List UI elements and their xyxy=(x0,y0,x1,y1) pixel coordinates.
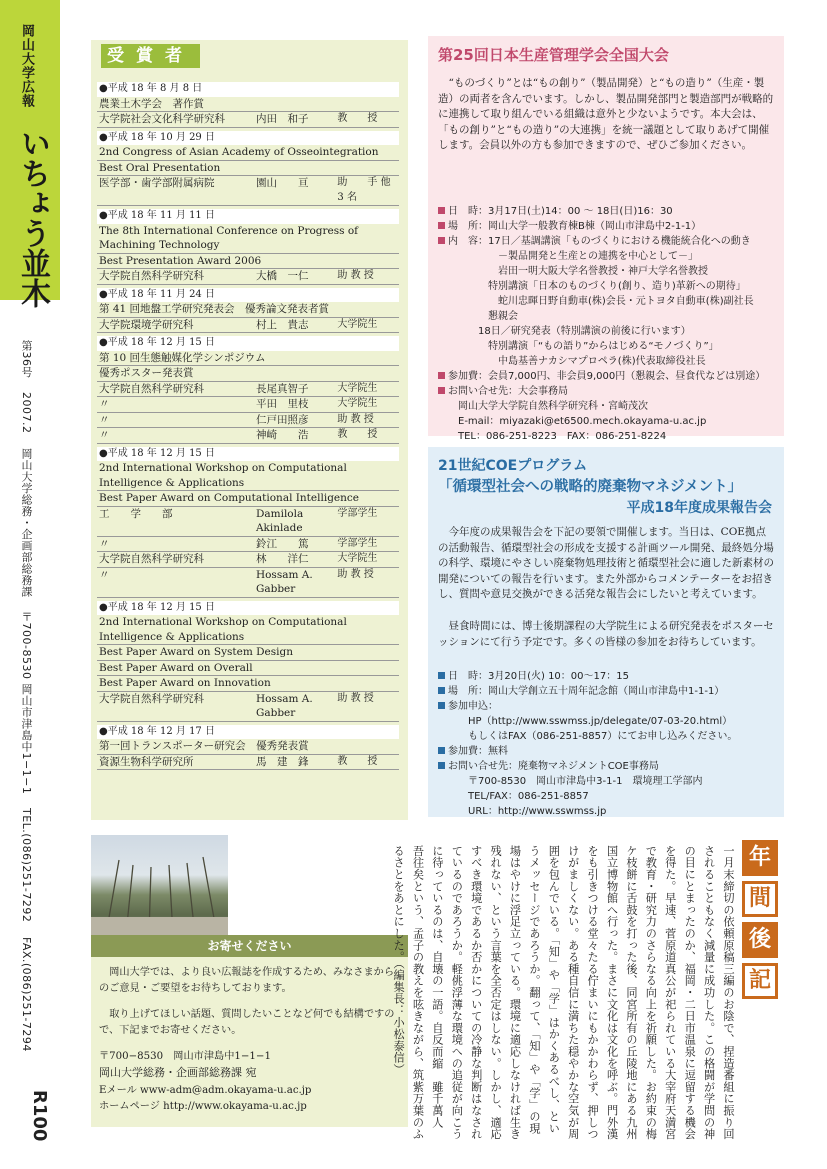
award-entry xyxy=(97,447,399,598)
event-detail-line xyxy=(438,789,778,804)
ginkgo-avenue-photo xyxy=(91,835,228,935)
event-detail-line xyxy=(438,429,778,444)
publisher-fax: FAX.(086)251-7294 xyxy=(20,936,33,1052)
square-bullet-icon xyxy=(438,672,445,679)
award-entry xyxy=(97,725,399,771)
event-detail-text: 参加費：無料 xyxy=(448,746,508,757)
award-date: ●平成 18 年 10 月 29 日 xyxy=(97,131,399,146)
award-date: ●平成 18 年 12 月 17 日 xyxy=(97,725,399,740)
contact-address: 〒700−8530 岡山市津島中1−1−1 xyxy=(99,1051,271,1062)
event-details xyxy=(438,204,778,444)
recipient-affiliation: 医学部・歯学部附属病院 xyxy=(99,177,215,189)
event-detail-line xyxy=(438,684,778,699)
postscript-title xyxy=(742,840,790,1004)
square-bullet-icon xyxy=(438,702,445,709)
recipient-name: Hossam A. Gabber xyxy=(255,568,313,595)
recipient-name: 園山 亘 xyxy=(255,177,309,189)
event-detail-line xyxy=(438,324,778,339)
award-recipient xyxy=(97,552,399,568)
award-name: Best Paper Award on Overall xyxy=(97,661,399,677)
award-entry xyxy=(97,601,399,722)
award-entry xyxy=(97,82,399,128)
event-detail-line xyxy=(438,279,778,294)
recipient-position: 教 授 xyxy=(337,113,378,124)
event-detail-line xyxy=(438,264,778,279)
award-recipient xyxy=(97,269,399,285)
recipient-affiliation: 資源生物科学研究所 xyxy=(99,755,194,768)
contact-p1: 岡山大学では、より良い広報誌を作成するため、みなさまからのご意見・ご要望をお待ちしております。 xyxy=(99,967,395,994)
event-detail-line xyxy=(438,399,778,414)
recipient-position: 助 教 授 xyxy=(337,413,374,425)
award-recipient xyxy=(97,413,399,429)
recipient-affiliation: 〃 xyxy=(99,537,110,550)
recipient-name: 長尾真智子 xyxy=(255,382,309,395)
square-bullet-icon xyxy=(438,387,445,394)
awards-panel xyxy=(91,40,408,820)
publisher: 岡山大学総務・企画部総務課 xyxy=(20,447,33,597)
award-recipient xyxy=(97,382,399,398)
contact-title: お寄せください xyxy=(91,935,408,957)
event-description: “ものづくり”とは“もの創り”（製品開発）と“もの造り”（生産・製造）の両者を含んでいます。しかし、製品開発部門と製造部門が戦略的に連携して取り組んでいる組織は意外と少ないようです。本大会は、「もの創り”と“もの造り”の大連携」を統一議題として取りあげて開催します。会員以外の方も参加できますので、ぜひご参加ください。 xyxy=(438,77,774,151)
contact-web-link[interactable]: ホームページ http://www.okayama-u.ac.jp xyxy=(99,1101,307,1112)
recipient-position: 助 教 授 xyxy=(337,568,374,580)
event-subtitle: 平成18年度成果報告会 xyxy=(626,500,772,516)
event-detail-text: 参加申込： xyxy=(448,701,498,712)
event-detail-line xyxy=(438,669,778,684)
award-entry xyxy=(97,288,399,334)
recipient-affiliation: 〃 xyxy=(99,568,110,581)
recipient-position: 大学院生 xyxy=(337,382,378,394)
award-date: ●平成 18 年 8 月 8 日 xyxy=(97,82,399,97)
awards-title: 受賞者 xyxy=(101,44,200,68)
event-title: 第25回日本生産管理学会全国大会 xyxy=(438,46,669,64)
event-detail-text: 懇親会 xyxy=(438,311,518,322)
event-detail-line xyxy=(438,354,778,369)
event-detail-text: 18日／研究発表（特別講演の前後に行います） xyxy=(438,326,691,337)
contact-dept: 岡山大学総務・企画部総務課 宛 xyxy=(99,1066,257,1079)
event-description: 今年度の成果報告会を下記の要領で開催します。当日は、COE拠点の活動報告、循環型社会の形成を支援する計画ツール開発、最終処分場の科学、環境にやさしい廃棄物処理技術と循環型社会に適した新素材の開発についての報告を行います。また外部からコメンテーターをお招きし、質問や意見交換ができる活発な報告会にしたいと考えています。 xyxy=(438,526,774,600)
award-name: 第一回トランスポーター研究会 優秀発表賞 xyxy=(97,739,399,755)
spine xyxy=(0,0,60,1169)
event-detail-line xyxy=(438,384,778,399)
event-detail-text: 蛇川忠暉日野自動車(株)会長・元トヨタ自動車(株)副社長 xyxy=(438,296,754,307)
postscript-text: 一月末締切の依頼原稿三編のお陰で、捏造番組に振り回されることもなく減量に成功した。この格闘が学問の神の目にとまったのか、福岡・二日市温泉に逗留する機会を得た。早速、菅原道真公が祀られている大宰府天満宮で教育・研究力のさらなる向上を祈願した。お約束の梅ケ枝餅に舌鼓を打った後、同宮所有の丘陵地にある九州国立博物館へ行った。まさに文化は文化を呼ぶ。門外漢をも引きつける堂々たる佇まいにもかかわらず、押しつけがましくない。ある種自信に満ちた穏やかな空気が周囲を包んでいる。「知」や「学」はかくあるべし、というメッセージであろうか。翻って、「知」や「学」の現場はやけに浮足立っている。環境に適応しなければ生き残れない、という言葉を全否定はしない。しかし、適応すべき環境であるか否かについての冷静な判断はなされているのであろうか。軽佻浮薄な環境への追従が向こうに待っているのは、自壊の一語。自反而縮 雖千萬人 吾往矣という、孟子の教えを呟きながら、筑紫万葉のふるさとをあとにした。（編集長：小松泰信） xyxy=(392,845,735,1141)
awards-list xyxy=(97,82,399,773)
recipient-name: 馬 建 鋒 xyxy=(255,755,309,768)
event-detail-text: 特別講演「日本のものづくり(創り、造り)革新への期待」 xyxy=(438,281,746,292)
event-jspm xyxy=(428,36,784,442)
recipient-position: 大学院生 xyxy=(337,553,378,564)
publication-logo: いちょう並木 xyxy=(15,128,50,308)
event-detail-line xyxy=(438,339,778,354)
award-date: ●平成 18 年 11 月 24 日 xyxy=(97,288,399,303)
event-detail-text: 参加費：会員7,000円、非会員9,000円（懇親会、昼食代などは別途） xyxy=(448,371,766,382)
award-name: 第 41 回地盤工学研究発表会 優秀論文発表者賞 xyxy=(97,302,399,318)
publication-title: 岡山大学広報 xyxy=(19,24,34,108)
award-recipient xyxy=(97,112,399,128)
event-detail-text: －製品開発と生産との連携を中心として－」 xyxy=(438,251,698,262)
issue-date: 2007.2 xyxy=(20,392,33,434)
recipient-position: 助 教 授 xyxy=(337,692,374,704)
event-detail-text: TEL/FAX：086-251-8857 xyxy=(438,791,589,802)
award-date: ●平成 18 年 12 月 15 日 xyxy=(97,601,399,616)
recipient-position: 教 授 xyxy=(337,755,378,767)
recipient-name: Hossam A. Gabber xyxy=(255,692,313,719)
event-detail-line xyxy=(438,729,778,744)
event-detail-text: 岡山大学大学院自然科学研究科・宮崎茂次 xyxy=(438,401,648,412)
event-detail-line xyxy=(438,804,778,819)
event-detail-text: 日 時：3月17日(土)14：00 ～ 18日(日)16：30 xyxy=(448,206,673,217)
award-name: Best Paper Award on Computational Intelligence xyxy=(97,491,399,507)
award-name: The 8th International Conference on Progress of Machining Technology xyxy=(97,224,399,254)
event-program: 21世紀COEプログラム xyxy=(438,458,588,474)
event-detail-text: 日 時：3月20日(火) 10：00～17：15 xyxy=(448,671,629,682)
award-name: 2nd International Workshop on Computational Intelligence & Applications xyxy=(97,615,399,645)
award-recipient xyxy=(97,318,399,334)
recipient-affiliation: 〃 xyxy=(99,429,110,441)
contact-panel xyxy=(91,957,408,1127)
event-detail-text: お問い合せ先：大会事務局 xyxy=(448,386,568,397)
event-detail-line xyxy=(438,774,778,789)
event-detail-text: HP（http://www.sswmss.jp/delegate/07-03-20.html） xyxy=(438,716,733,727)
publisher-address: 〒700-8530 岡山市津島中1−1−1 xyxy=(20,611,33,795)
square-bullet-icon xyxy=(438,372,445,379)
award-entry xyxy=(97,209,399,285)
event-detail-line xyxy=(438,234,778,249)
recipient-position: 大学院生 xyxy=(337,318,378,330)
award-date: ●平成 18 年 11 月 11 日 xyxy=(97,209,399,224)
square-bullet-icon xyxy=(438,687,445,694)
square-bullet-icon xyxy=(438,222,445,229)
award-entry xyxy=(97,131,399,207)
event-detail-line xyxy=(438,294,778,309)
recipient-position: 大学院生 xyxy=(337,398,378,409)
recipient-affiliation: 大学院自然科学研究科 xyxy=(99,553,204,565)
contact-email-link[interactable]: Eメール www-adm@adm.okayama-u.ac.jp xyxy=(99,1085,312,1096)
square-bullet-icon xyxy=(438,237,445,244)
recipient-name: 大橋 一仁 xyxy=(255,270,309,282)
recipient-position: 助 教 授 xyxy=(337,270,374,281)
award-recipient xyxy=(97,692,399,722)
event-detail-text: 内 容：17日／基調講演「ものづくりにおける機能統合化への動き xyxy=(448,236,751,247)
event-detail-line xyxy=(438,759,778,774)
postscript-title-char: 間 xyxy=(742,881,778,917)
event-detail-line xyxy=(438,699,778,714)
award-date: ●平成 18 年 12 月 15 日 xyxy=(97,336,399,351)
event-title: 「循環型社会への戦略的廃棄物マネジメント」 xyxy=(438,479,743,495)
award-name: Best Paper Award on Innovation xyxy=(97,676,399,692)
award-recipient xyxy=(97,397,399,413)
recipient-affiliation: 大学院自然科学研究科 xyxy=(99,270,204,282)
square-bullet-icon xyxy=(438,747,445,754)
award-name: 優秀ポスター発表賞 xyxy=(97,366,399,382)
postscript-title-char: 記 xyxy=(742,963,778,999)
recipient-name: 林 洋仁 xyxy=(255,553,309,565)
award-recipient xyxy=(97,755,399,771)
event-detail-line xyxy=(438,744,778,759)
event-detail-text: 中島基善ナカシマプロペラ(株)代表取締役社長 xyxy=(438,356,706,367)
awards-header xyxy=(91,40,408,72)
photo-trees xyxy=(91,835,228,935)
event-detail-line xyxy=(438,249,778,264)
recipient-name: 仁戸田照彦 xyxy=(255,413,309,426)
recipient-name: 平田 里枝 xyxy=(255,398,309,410)
award-name: 2nd International Workshop on Computational Intelligence & Applications xyxy=(97,461,399,491)
event-detail-line xyxy=(438,414,778,429)
award-name: 農業土木学会 著作賞 xyxy=(97,97,399,113)
award-recipient xyxy=(97,568,399,598)
event-detail-text: E-mail：miyazaki@et6500.mech.okayama-u.ac.jp xyxy=(438,416,707,427)
recipient-position: 教 授 xyxy=(337,429,378,440)
square-bullet-icon xyxy=(438,207,445,214)
event-detail-line xyxy=(438,369,778,384)
event-detail-text: 〒700-8530 岡山市津島中3-1-1 環境理工学部内 xyxy=(438,776,703,787)
event-detail-line xyxy=(438,309,778,324)
recipient-position: 学部学生 xyxy=(337,507,378,519)
award-entry xyxy=(97,336,399,444)
award-name: Best Presentation Award 2006 xyxy=(97,254,399,270)
recipient-name: Damilola Akinlade xyxy=(255,507,304,534)
event-detail-line xyxy=(438,714,778,729)
event-detail-line xyxy=(438,219,778,234)
recipient-affiliation: 大学院自然科学研究科 xyxy=(99,382,204,395)
recipient-affiliation: 大学院社会文化科学研究科 xyxy=(99,113,225,125)
event-detail-text: URL：http://www.sswmss.jp xyxy=(438,806,607,817)
recipient-position: 助 手 他 3 名 xyxy=(337,177,391,203)
recipient-affiliation: 〃 xyxy=(99,398,110,410)
event-detail-text: 場 所：岡山大学一般教育棟B棟（岡山市津島中2-1-1） xyxy=(448,221,702,232)
recipient-affiliation: 大学院自然科学研究科 xyxy=(99,692,204,705)
award-recipient xyxy=(97,176,399,206)
recipient-affiliation: 〃 xyxy=(99,413,110,426)
award-date: ●平成 18 年 12 月 15 日 xyxy=(97,447,399,462)
recipient-affiliation: 大学院環境学研究科 xyxy=(99,318,194,331)
event-detail-text: TEL：086-251-8223 FAX：086-251-8224 xyxy=(438,431,667,442)
square-bullet-icon xyxy=(438,762,445,769)
award-recipient xyxy=(97,428,399,444)
recipient-name: 村上 貴志 xyxy=(255,318,309,331)
event-details xyxy=(438,669,778,819)
recipient-name: 内田 和子 xyxy=(255,113,309,125)
event-detail-text: お問い合せ先：廃棄物マネジメントCOE事務局 xyxy=(448,761,659,772)
recycle-mark: R100 xyxy=(29,1090,50,1142)
postscript-title-char: 後 xyxy=(742,922,778,958)
recipient-name: 鈴江 篤 xyxy=(255,537,309,550)
postscript-title-char: 年 xyxy=(742,840,778,876)
publisher-tel: TEL.(086)251-7292 xyxy=(20,808,33,923)
award-recipient xyxy=(97,507,399,537)
recipient-position: 学部学生 xyxy=(337,537,378,549)
issue-number: 第36号 xyxy=(20,340,33,378)
award-name: Best Paper Award on System Design xyxy=(97,645,399,661)
award-recipient xyxy=(97,537,399,553)
event-detail-text: もしくはFAX（086-251-8857）にてお申し込みください。 xyxy=(438,731,738,742)
event-coe xyxy=(428,447,784,817)
award-name: 2nd Congress of Asian Academy of Osseointegration xyxy=(97,145,399,161)
award-name: Best Oral Presentation xyxy=(97,161,399,177)
event-detail-text: 場 所：岡山大学創立五十周年記念館（岡山市津島中1-1-1） xyxy=(448,686,725,697)
contact-p2: 取り上げてほしい話題、質問したいことなど何でも結構ですので、下記までお寄せください。 xyxy=(99,1009,395,1036)
award-name: 第 10 回生態触媒化学シンポジウム xyxy=(97,351,399,367)
event-detail-text: 岩田一明大阪大学名誉教授・神戸大学名誉教授 xyxy=(438,266,708,277)
event-detail-line xyxy=(438,204,778,219)
spine-info xyxy=(18,340,34,1062)
event-detail-text: 特別講演「“もの語り”からはじめる“モノづくり”」 xyxy=(438,341,719,352)
recipient-affiliation: 工 学 部 xyxy=(99,507,173,520)
event-description-2: 昼食時間には、博士後期課程の大学院生による研究発表をポスターセッションにて行う予定です。多くの皆様の参加をお待ちしています。 xyxy=(438,620,774,648)
recipient-name: 神崎 浩 xyxy=(255,429,309,441)
